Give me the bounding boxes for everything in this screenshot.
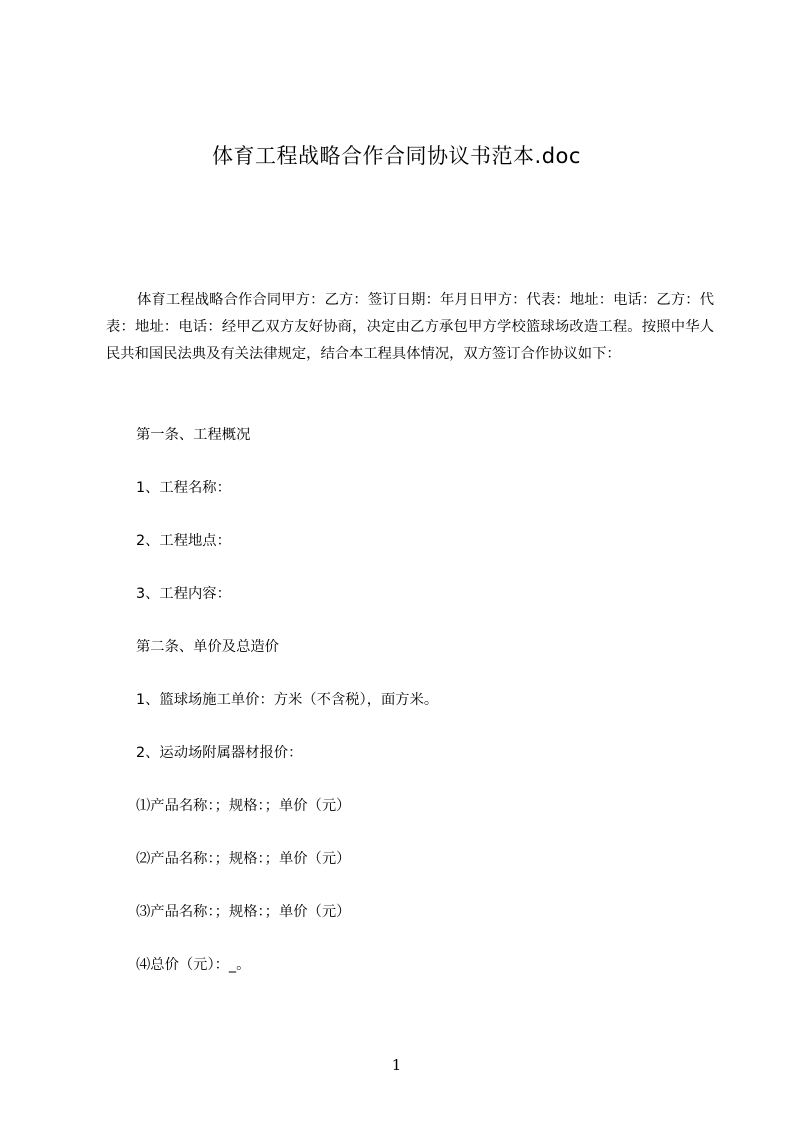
section-heading-1: 第一条、工程概况 [136,427,251,443]
list-item: 1、工程名称： [136,480,231,496]
section-heading-2: 第二条、单价及总造价 [136,639,279,655]
list-item: ⑷总价（元）：_。 [136,957,251,973]
list-item: ⑶产品名称：；规格：；单价（元） [136,904,351,920]
list-item: ⑵产品名称：；规格：；单价（元） [136,851,351,867]
intro-paragraph: 体育工程战略合作合同甲方：乙方：签订日期：年月日甲方：代表：地址：电话：乙方：代表：地址：电话：经甲乙双方友好协商，决定由乙方承包甲方学校篮球场改造工程。按照中华人民共和国民法典及有关法律规定，结合本工程具体情况，双方签订合作协议如下： [106,292,714,362]
list-item: 2、运动场附属器材报价： [136,745,303,761]
document-title: 体育工程战略合作合同协议书范本.doc [212,144,581,168]
list-item: 2、工程地点： [136,533,231,549]
list-item: 3、工程内容： [136,586,231,602]
list-item: 1、篮球场施工单价：方米（不含税），面方米。 [136,692,439,708]
list-item: ⑴产品名称：；规格：；单价（元） [136,798,351,814]
page-number: 1 [391,1056,402,1074]
